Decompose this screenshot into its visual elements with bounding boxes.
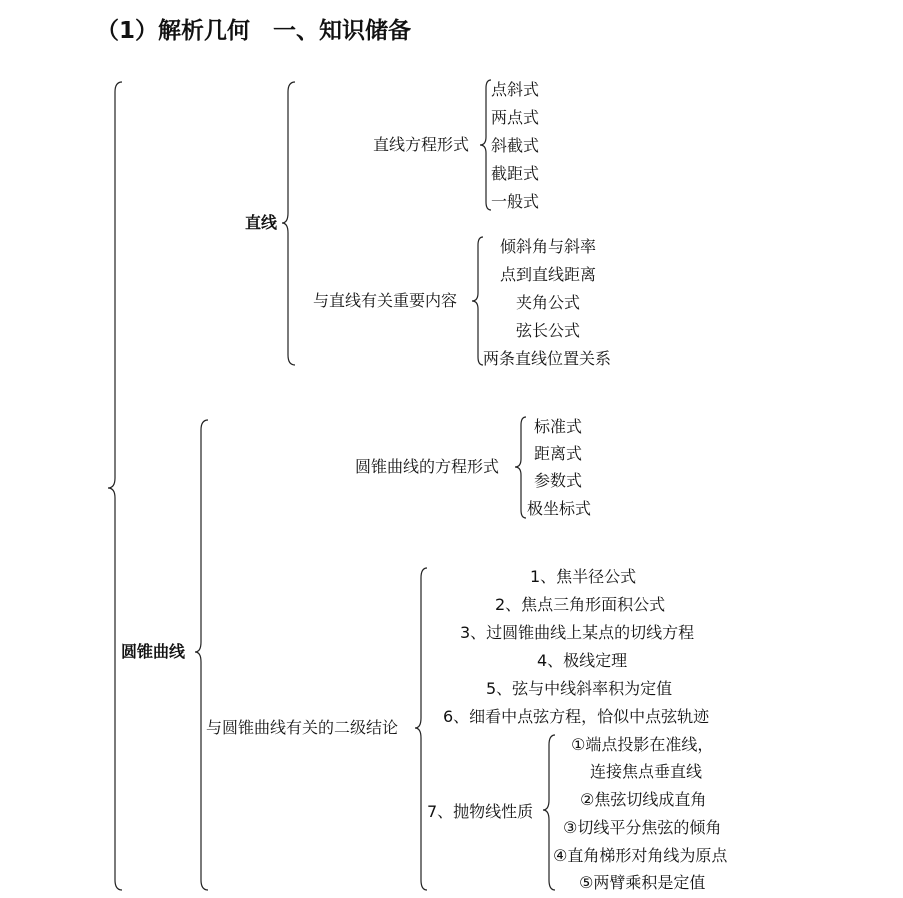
leaf-item: 弦长公式 xyxy=(516,321,581,340)
conic-equation-forms-label: 圆锥曲线的方程形式 xyxy=(355,457,500,476)
leaf-item: 一般式 xyxy=(491,192,540,211)
leaf-item: 1、焦半径公式 xyxy=(530,567,637,586)
conic-brace xyxy=(195,420,208,890)
line-equation-forms-label: 直线方程形式 xyxy=(373,135,470,154)
leaf-item: ①端点投影在准线， xyxy=(571,735,714,754)
leaf-item: 参数式 xyxy=(534,471,583,490)
leaf-item: 夹角公式 xyxy=(516,293,581,312)
secondary-conclusions-label: 与圆锥曲线有关的二级结论 xyxy=(206,718,399,737)
conic-equation-forms-brace xyxy=(515,417,526,518)
secondary-conclusions-brace xyxy=(415,568,427,890)
leaf-item: 距离式 xyxy=(534,444,583,463)
line-related-content-label: 与直线有关重要内容 xyxy=(313,291,458,310)
root-brace xyxy=(108,82,122,890)
conic-label: 圆锥曲线 xyxy=(121,642,186,661)
line-equation-forms-brace xyxy=(480,80,491,210)
straight-line-label: 直线 xyxy=(245,213,278,232)
parabola-label: 7、抛物线性质 xyxy=(427,802,534,821)
page-title: （1）解析几何 一、知识储备 xyxy=(96,18,412,44)
straight-line-brace xyxy=(282,82,295,365)
leaf-item: 5、弦与中线斜率积为定值 xyxy=(486,679,673,698)
leaf-item: 连接焦点垂直线 xyxy=(590,762,703,781)
leaf-item: 6、细看中点弦方程，恰似中点弦轨迹 xyxy=(443,707,710,726)
leaf-item: 4、极线定理 xyxy=(537,651,628,670)
leaf-item: 两点式 xyxy=(491,108,540,127)
leaf-item: 2、焦点三角形面积公式 xyxy=(495,595,666,614)
leaf-item: ④直角梯形对角线为原点 xyxy=(553,846,728,865)
leaf-item: 标准式 xyxy=(534,417,583,436)
leaf-item: ③切线平分焦弦的倾角 xyxy=(563,818,722,837)
leaf-item: 截距式 xyxy=(491,164,540,183)
leaf-item: 两条直线位置关系 xyxy=(483,349,612,368)
leaf-item: 3、过圆锥曲线上某点的切线方程 xyxy=(460,623,695,642)
leaf-item: 点斜式 xyxy=(491,80,540,99)
leaf-item: 点到直线距离 xyxy=(500,265,597,284)
line-related-content-brace xyxy=(472,237,483,365)
leaf-item: 斜截式 xyxy=(491,136,540,155)
leaf-item: ②焦弦切线成直角 xyxy=(580,790,707,809)
leaf-item: ⑤两臂乘积是定值 xyxy=(579,873,706,892)
leaf-item: 倾斜角与斜率 xyxy=(500,237,597,256)
leaf-item: 极坐标式 xyxy=(527,499,592,518)
parabola-brace xyxy=(543,735,555,890)
